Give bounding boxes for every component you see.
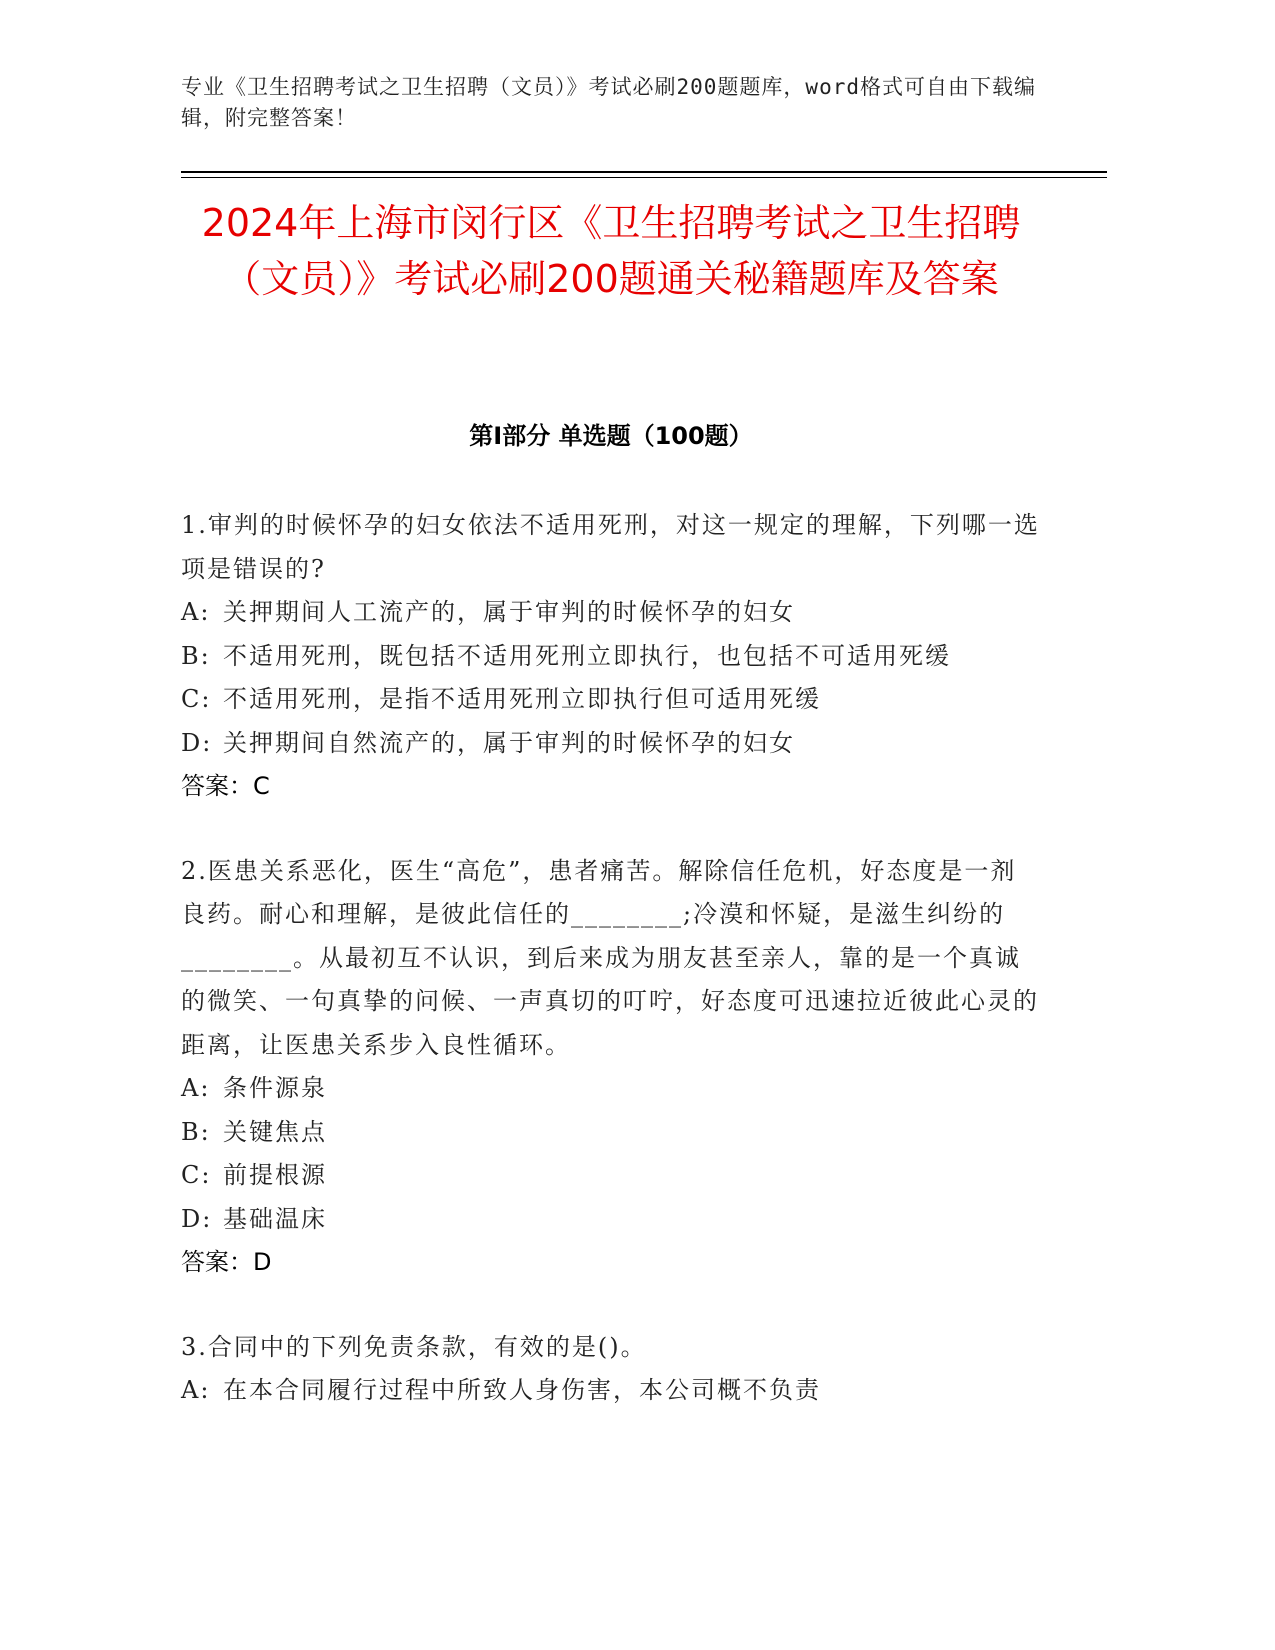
option-text: 基础温床 [223, 1204, 327, 1233]
option-key: B: [181, 1117, 211, 1146]
option-text: 不适用死刑，既包括不适用死刑立即执行，也包括不可适用死缓 [223, 641, 951, 670]
question-stem: 1.审判的时候怀孕的妇女依法不适用死刑，对这一规定的理解，下列哪一选项是错误的? [181, 511, 1040, 583]
option-c [181, 678, 1041, 722]
option-key: B: [181, 641, 211, 670]
option-key: D: [181, 1204, 213, 1233]
question-1 [181, 504, 1041, 809]
question-stem: 2.医患关系恶化，医生“高危”，患者痛苦。解除信任危机，好态度是一剂良药。耐心和理解，是彼此信任的________;冷漠和怀疑，是滋生纠纷的________。从最初互不认识，到后来成为朋友甚至亲人，靠的是一个真诚的微笑、一句真挚的问候、一声真切的叮咛，好态度可迅速拉近彼此心灵的距离，让医患关系步入良性循环。 [181, 856, 1039, 1059]
header-note: 专业《卫生招聘考试之卫生招聘（文员）》考试必刷200题题库，word格式可自由下载编辑，附完整答案！ [181, 75, 1036, 130]
option-c [181, 1154, 1041, 1198]
option-key: A: [181, 598, 211, 626]
document-title: 2024年上海市闵行区《卫生招聘考试之卫生招聘（文员）》考试必刷200题通关秘籍题库及答案 [201, 201, 1021, 301]
option-a [181, 1067, 1041, 1111]
question-3 [181, 1326, 1041, 1413]
option-d [181, 722, 1041, 766]
option-key: C: [181, 1161, 212, 1189]
option-key: C: [181, 685, 212, 713]
header-rule-thick [181, 171, 1107, 173]
answer: 答案：D [181, 1248, 272, 1276]
answer: 答案：C [181, 772, 270, 800]
question-list [181, 504, 1041, 1454]
option-text: 关键焦点 [223, 1117, 327, 1146]
option-text: 关押期间人工流产的，属于审判的时候怀孕的妇女 [223, 598, 795, 626]
header-rule-thin [181, 177, 1107, 178]
option-text: 不适用死刑，是指不适用死刑立即执行但可适用死缓 [223, 685, 821, 713]
option-text: 前提根源 [223, 1161, 327, 1189]
question-stem: 3.合同中的下列免责条款，有效的是()。 [181, 1332, 647, 1361]
option-text: 关押期间自然流产的，属于审判的时候怀孕的妇女 [223, 728, 795, 757]
option-b [181, 1111, 1041, 1155]
option-b [181, 635, 1041, 679]
option-key: A: [181, 1074, 211, 1102]
option-key: A: [181, 1376, 211, 1404]
option-text: 在本合同履行过程中所致人身伤害，本公司概不负责 [223, 1376, 821, 1404]
option-d [181, 1198, 1041, 1242]
section-heading: 第Ⅰ部分 单选题（100题） [469, 422, 753, 450]
option-a [181, 591, 1041, 635]
option-text: 条件源泉 [223, 1074, 327, 1102]
option-a [181, 1369, 1041, 1413]
question-2 [181, 850, 1041, 1285]
option-key: D: [181, 728, 213, 757]
